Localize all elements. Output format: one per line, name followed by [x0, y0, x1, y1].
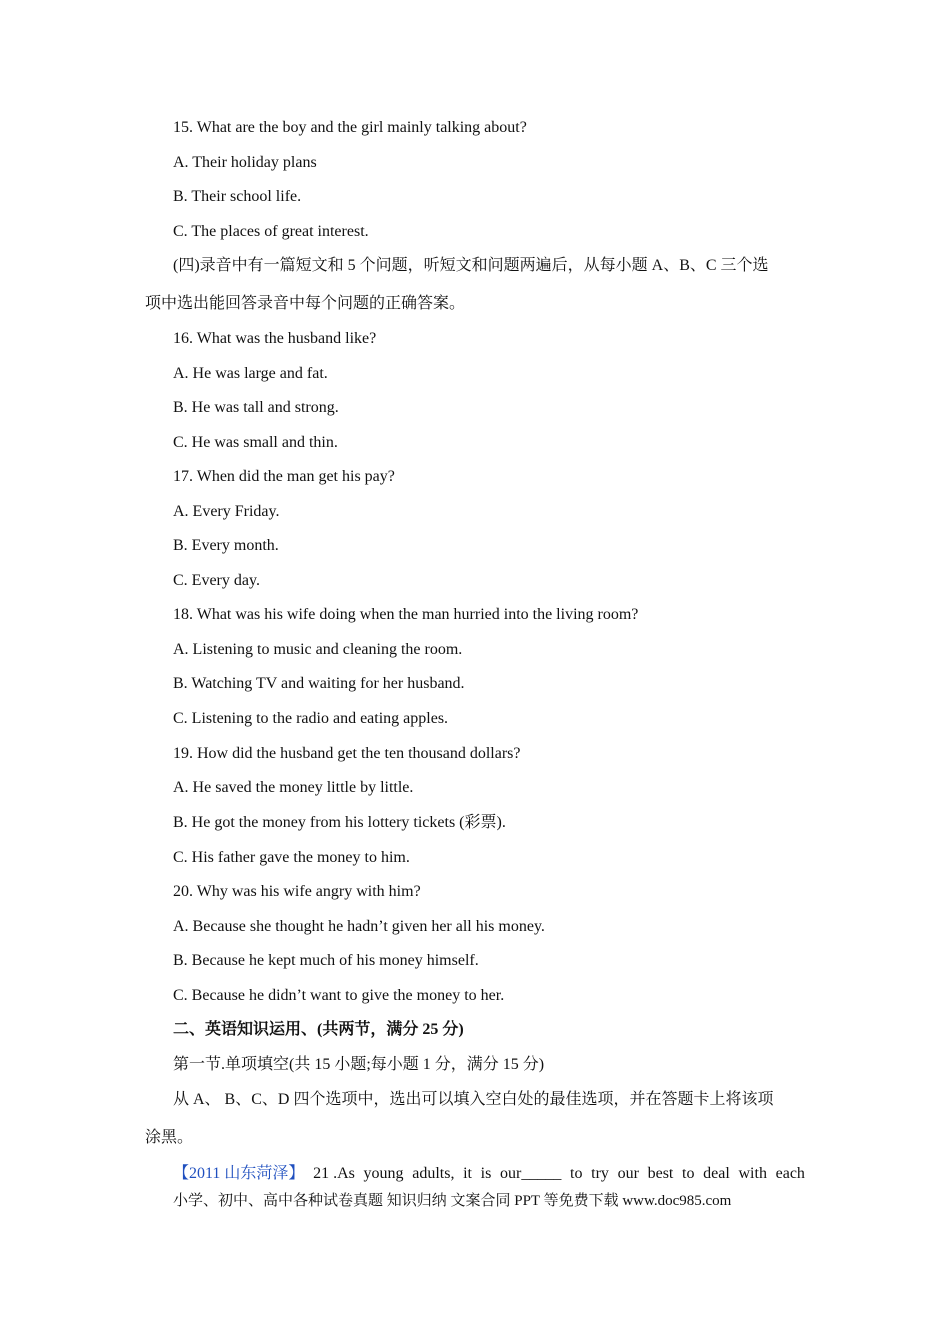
- source-tag: 【2011 山东菏泽】: [173, 1165, 305, 1182]
- q21-word: our: [617, 1165, 639, 1182]
- option-18b: B. Watching TV and waiting for her husband.: [173, 675, 465, 692]
- q21-word: our_____: [500, 1165, 562, 1182]
- section-1-instruction: 从 A、 B、C、D 四个选项中，选出可以填入空白处的最佳选项，并在答题卡上将该项: [173, 1091, 774, 1108]
- option-15c: C. The places of great interest.: [173, 223, 369, 240]
- option-20a: A. Because she thought he hadn’t given her all his money.: [173, 918, 545, 935]
- question-18: 18. What was his wife doing when the man hurried into the living room?: [173, 606, 639, 623]
- page-footer: 小学、初中、高中各种试卷真题 知识归纳 文案合同 PPT 等免费下载 www.doc985.com: [173, 1193, 732, 1209]
- q21-word: young: [363, 1165, 404, 1182]
- part-2-heading: 二、英语知识运用、(共两节，满分 25 分): [173, 1021, 464, 1038]
- q21-word: try: [591, 1165, 609, 1182]
- section-4-instruction: (四)录音中有一篇短文和 5 个问题，听短文和问题两遍后，从每小题 A、B、C 三个选: [173, 257, 769, 274]
- option-16b: B. He was tall and strong.: [173, 399, 339, 416]
- option-18c: C. Listening to the radio and eating apples.: [173, 710, 449, 727]
- option-16c: C. He was small and thin.: [173, 434, 338, 451]
- section-1-heading: 第一节.单项填空(共 15 小题;每小题 1 分，满分 15 分): [173, 1056, 545, 1073]
- question-21: [173, 1164, 805, 1184]
- q21-word: deal: [703, 1165, 730, 1182]
- question-19: 19. How did the husband get the ten thousand dollars?: [173, 745, 521, 762]
- section-4-instruction-cont: 项中选出能回答录音中每个问题的正确答案。: [145, 295, 466, 312]
- option-20c: C. Because he didn’t want to give the money to her.: [173, 987, 505, 1004]
- q21-word: it: [463, 1165, 472, 1182]
- option-17a: A. Every Friday.: [173, 503, 280, 520]
- q21-word: to: [570, 1165, 583, 1182]
- question-16: 16. What was the husband like?: [173, 330, 377, 347]
- option-15a: A. Their holiday plans: [173, 154, 317, 171]
- option-19c: C. His father gave the money to him.: [173, 849, 410, 866]
- q21-word: best: [647, 1165, 674, 1182]
- q21-word: each: [775, 1165, 805, 1182]
- q21-word: 21 .As: [313, 1165, 355, 1182]
- q21-word: is: [480, 1165, 492, 1182]
- question-15: 15. What are the boy and the girl mainly talking about?: [173, 119, 527, 136]
- q21-word: adults,: [412, 1165, 455, 1182]
- option-17b: B. Every month.: [173, 537, 279, 554]
- option-16a: A. He was large and fat.: [173, 365, 328, 382]
- q21-word: with: [738, 1165, 767, 1182]
- question-17: 17. When did the man get his pay?: [173, 468, 395, 485]
- option-19b: B. He got the money from his lottery tickets (彩票).: [173, 814, 506, 831]
- option-17c: C. Every day.: [173, 572, 260, 589]
- option-20b: B. Because he kept much of his money himself.: [173, 952, 479, 969]
- option-15b: B. Their school life.: [173, 188, 302, 205]
- section-1-instruction-cont: 涂黑。: [145, 1129, 194, 1146]
- question-20: 20. Why was his wife angry with him?: [173, 883, 421, 900]
- option-18a: A. Listening to music and cleaning the room.: [173, 641, 463, 658]
- q21-word: to: [682, 1165, 695, 1182]
- option-19a: A. He saved the money little by little.: [173, 779, 414, 796]
